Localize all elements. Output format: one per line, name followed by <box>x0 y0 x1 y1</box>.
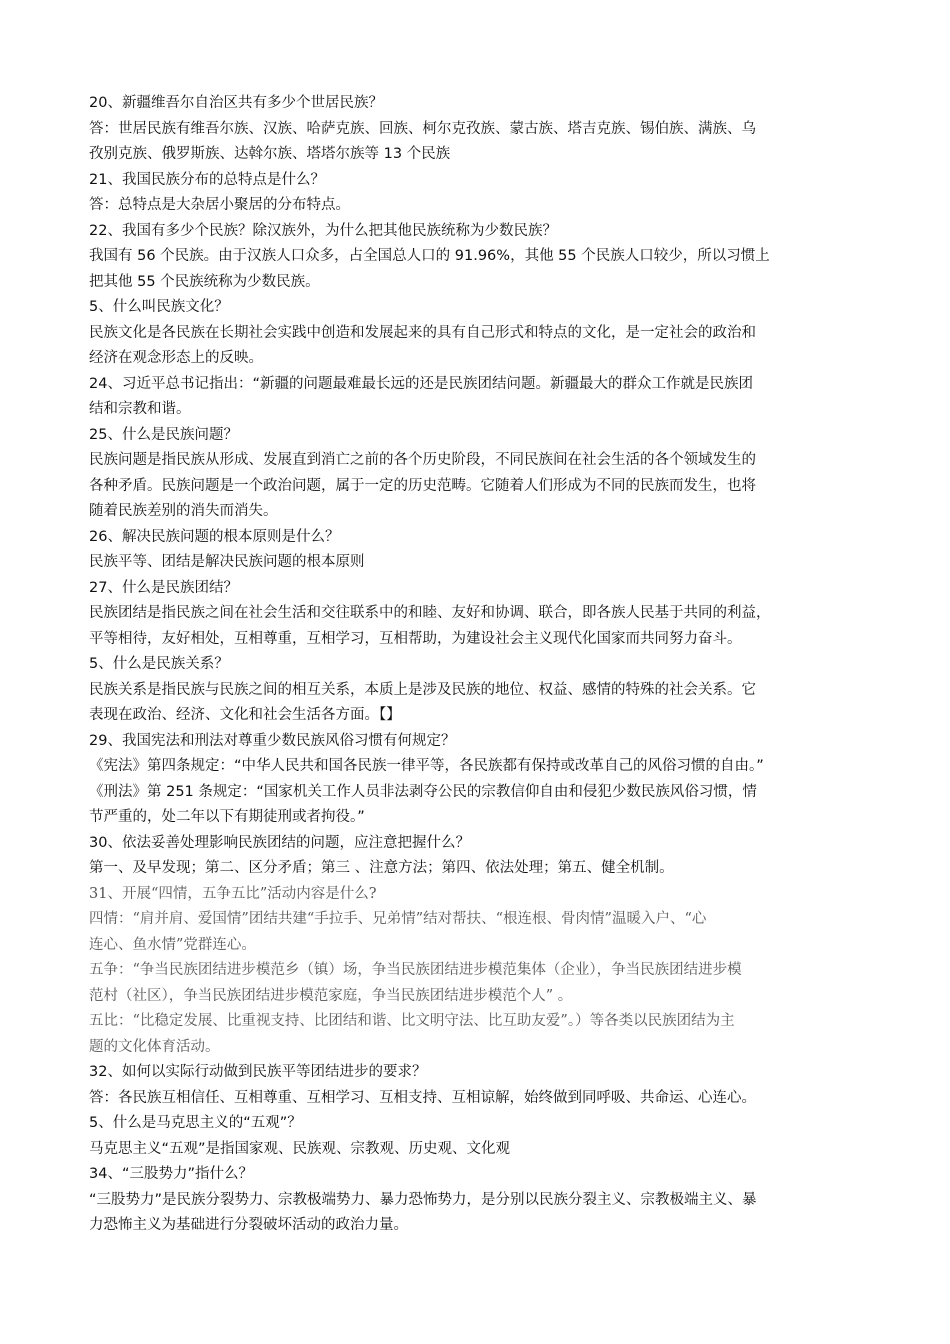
question-line: 31、开展“四情，五争五比”活动内容是什么? <box>89 885 377 902</box>
question-line: 结和宗教和谐。 <box>89 401 191 417</box>
question-line: 24、习近平总书记指出：“新疆的问题最难最长远的还是民族团结问题。新疆最大的群众工作就是民族团 <box>89 375 753 392</box>
question-line: 22、我国有多少个民族？除汉族外，为什么把其他民族统称为少数民族？ <box>89 222 557 239</box>
answer-line: 《刑法》第 251 条规定：“国家机关工作人员非法剥夺公民的宗教信仰自由和侵犯少数民族风俗习惯，情 <box>89 783 757 800</box>
answer-line: 《宪法》第四条规定：“中华人民共和国各民族一律平等，各民族都有保持或改革自己的风俗习惯的自由。” <box>89 758 764 774</box>
answer-line: 表现在政治、经济、文化和社会生活各方面。【】 <box>89 707 401 723</box>
answer-line: 连心、鱼水情”党群连心。 <box>89 936 256 953</box>
answer-line: 民族关系是指民族与民族之间的相互关系，本质上是涉及民族的地位、权益、感情的特殊的社会关系。它 <box>89 681 756 698</box>
answer-line: 民族团结是指民族之间在社会生活和交往联系中的和睦、友好和协调、联合，即各族人民基于共同的利益， <box>89 605 771 621</box>
question-line: 21、我国民族分布的总特点是什么？ <box>89 171 325 188</box>
answer-line: 马克思主义“五观”是指国家观、民族观、宗教观、历史观、文化观 <box>89 1140 511 1157</box>
answer-line: 第一、及早发现；第二、区分矛盾；第三 、注意方法；第四、依法处理；第五、健全机制。 <box>89 860 674 876</box>
answer-line: 力恐怖主义为基础进行分裂破坏活动的政治力量。 <box>89 1217 408 1233</box>
question-line: 20、新疆维吾尔自治区共有多少个世居民族？ <box>89 95 383 111</box>
answer-line: 五争：“争当民族团结进步模范乡（镇）场，争当民族团结进步模范集体（企业），争当民族团结进步模 <box>89 962 742 978</box>
answer-line: 经济在观念形态上的反映。 <box>89 350 263 366</box>
answer-line: 民族平等、团结是解决民族问题的根本原则 <box>89 554 365 570</box>
answer-line: “三股势力”是民族分裂势力、宗教极端势力、暴力恐怖势力，是分别以民族分裂主义、宗教极端主义、暴 <box>89 1191 757 1208</box>
answer-line: 四情：“肩并肩、爱国情”团结共建“手拉手、兄弟情”结对帮扶、“根连根、骨肉情”温暖入户、“心 <box>89 911 707 927</box>
answer-line: 各种矛盾。民族问题是一个政治问题，属于一定的历史范畴。它随着人们形成为不同的民族而发生，也将 <box>89 477 756 494</box>
answer-line: 民族问题是指民族从形成、发展直到消亡之前的各个历史阶段，不同民族间在社会生活的各个领域发生的 <box>89 452 756 468</box>
question-line: 5、什么是民族关系？ <box>89 656 229 672</box>
answer-line: 我国有 56 个民族。由于汉族人口众多，占全国总人口的 91.96%，其他 55 个民族人口较少，所以习惯上 <box>89 248 770 264</box>
question-line: 27、什么是民族团结？ <box>89 579 238 596</box>
answer-line: 答：各民族互相信任、互相尊重、互相学习、互相支持、互相谅解，始终做到同呼吸、共命运、心连心。 <box>89 1089 756 1106</box>
answer-line: 随着民族差别的消失而消失。 <box>89 503 278 519</box>
question-line: 29、我国宪法和刑法对尊重少数民族风俗习惯有何规定？ <box>89 732 456 749</box>
answer-line: 孜别克族、俄罗斯族、达斡尔族、塔塔尔族等 13 个民族 <box>89 146 451 162</box>
answer-line: 答：世居民族有维吾尔族、汉族、哈萨克族、回族、柯尔克孜族、蒙古族、塔吉克族、锡伯族、满族、乌 <box>89 120 756 137</box>
document-body <box>89 91 867 1239</box>
answer-line: 平等相待，友好相处，互相尊重，互相学习，互相帮助，为建设社会主义现代化国家而共同努力奋斗。 <box>89 630 742 647</box>
answer-line: 范村（社区），争当民族团结进步模范家庭，争当民族团结进步模范个人” 。 <box>89 987 573 1004</box>
answer-line: 民族文化是各民族在长期社会实践中创造和发展起来的具有自己形式和特点的文化，是一定社会的政治和 <box>89 324 756 341</box>
question-line: 5、什么是马克思主义的“五观”？ <box>89 1115 302 1131</box>
answer-line: 把其他 55 个民族统称为少数民族。 <box>89 273 320 290</box>
answer-line: 五比：“比稳定发展、比重视支持、比团结和谐、比文明守法、比互助友爱”。）等各类以民族团结为主 <box>89 1013 735 1029</box>
question-line: 32、如何以实际行动做到民族平等团结进步的要求？ <box>89 1064 427 1080</box>
answer-line: 题的文化体育活动。 <box>89 1038 220 1055</box>
answer-line: 答：总特点是大杂居小聚居的分布特点。 <box>89 197 350 213</box>
question-line: 25、什么是民族问题？ <box>89 426 238 443</box>
question-line: 5、什么叫民族文化？ <box>89 299 229 315</box>
question-line: 26、解决民族问题的根本原则是什么？ <box>89 528 340 545</box>
answer-line: 节严重的，处二年以下有期徒刑或者拘役。” <box>89 809 365 825</box>
question-line: 30、依法妥善处理影响民族团结的问题，应注意把握什么？ <box>89 834 470 851</box>
question-line: 34、“三股势力”指什么？ <box>89 1166 253 1182</box>
